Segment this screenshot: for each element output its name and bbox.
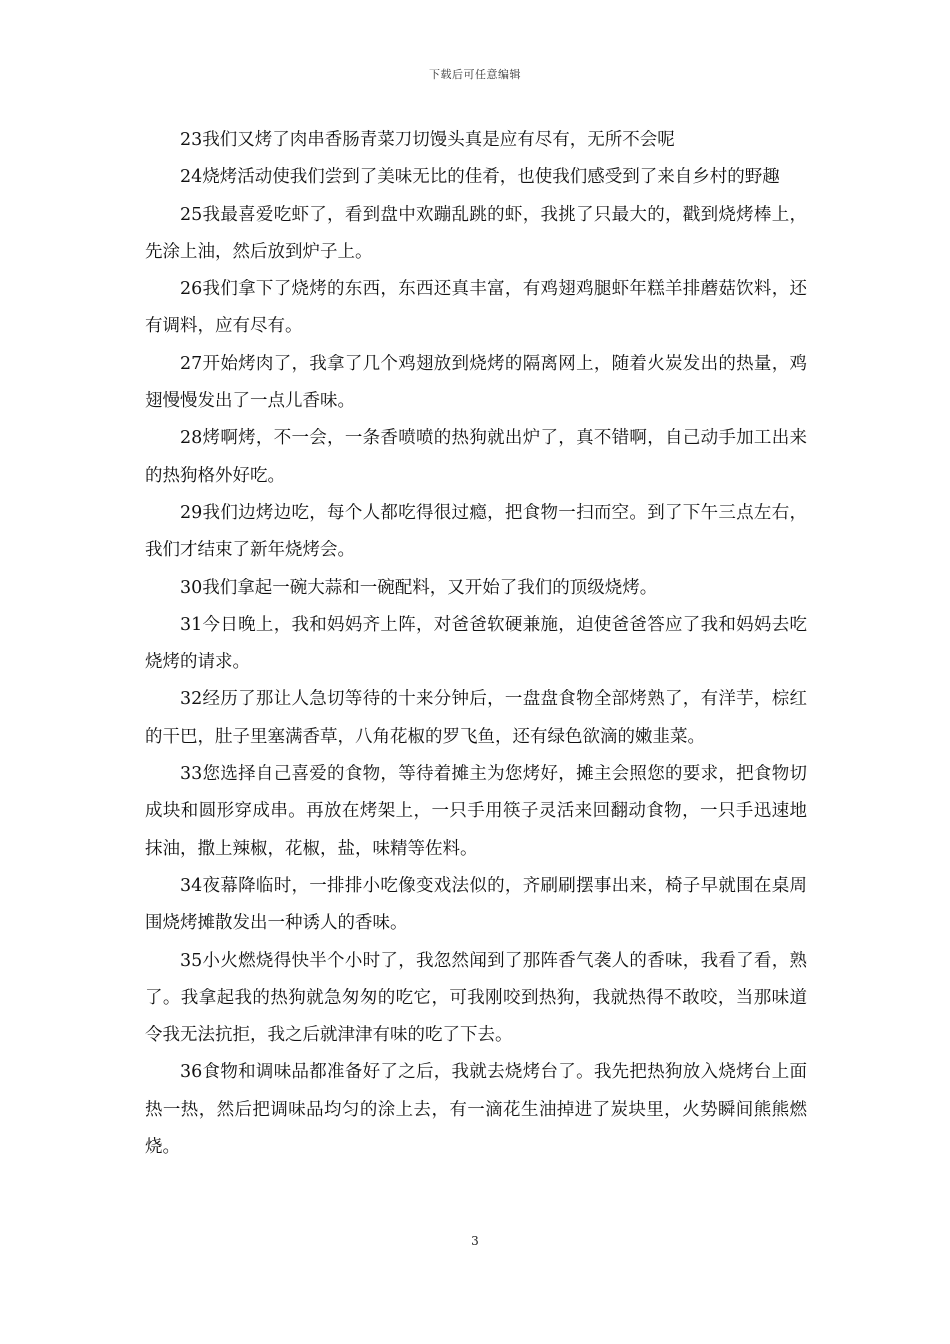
paragraph: 35小火燃烧得快半个小时了，我忽然闻到了那阵香气袭人的香味，我看了看，熟了。我拿起我的热狗就急匆匆的吃它，可我刚咬到热狗，我就热得不敢咬，当那味道令我无法抗拒，我之后就津津有味的吃了下去。 <box>145 950 807 1046</box>
paragraph: 33您选择自己喜爱的食物，等待着摊主为您烤好，摊主会照您的要求，把食物切成块和圆形穿成串。再放在烤架上，一只手用筷子灵活来回翻动食物，一只手迅速地抹油，撒上辣椒，花椒，盐，味精等佐料。 <box>145 764 807 859</box>
paragraph: 25我最喜爱吃虾了，看到盘中欢蹦乱跳的虾，我挑了只最大的，戳到烧烤棒上，先涂上油，然后放到炉子上。 <box>145 204 807 262</box>
paragraph: 28烤啊烤，不一会，一条香喷喷的热狗就出炉了，真不错啊，自己动手加工出来的热狗格外好吃。 <box>145 428 807 486</box>
document-body <box>145 122 807 1166</box>
page-number: 3 <box>471 1234 479 1248</box>
paragraph: 31今日晚上，我和妈妈齐上阵，对爸爸软硬兼施，迫使爸爸答应了我和妈妈去吃烧烤的请求。 <box>145 614 807 673</box>
paragraph: 29我们边烤边吃，每个人都吃得很过瘾，把食物一扫而空。到了下午三点左右，我们才结束了新年烧烤会。 <box>145 502 807 561</box>
paragraph: 27开始烤肉了，我拿了几个鸡翅放到烧烤的隔离网上，随着火炭发出的热量，鸡翅慢慢发出了一点儿香味。 <box>145 353 807 412</box>
page-header: 下载后可任意编辑 <box>429 68 521 81</box>
paragraph: 32经历了那让人急切等待的十来分钟后，一盘盘食物全部烤熟了，有洋芋，棕红的干巴，肚子里塞满香草，八角花椒的罗飞鱼，还有绿色欲滴的嫩韭菜。 <box>145 689 807 747</box>
paragraph: 23我们又烤了肉串香肠青菜刀切馒头真是应有尽有，无所不会呢 <box>180 130 675 150</box>
paragraph: 36食物和调味品都准备好了之后，我就去烧烤台了。我先把热狗放入烧烤台上面热一热，然后把调味品均匀的涂上去，有一滴花生油掉进了炭块里，火势瞬间熊熊燃烧。 <box>145 1062 807 1158</box>
paragraph: 30我们拿起一碗大蒜和一碗配料，又开始了我们的顶级烧烤。 <box>180 577 658 598</box>
paragraph: 24烧烤活动使我们尝到了美味无比的佳肴，也使我们感受到了来自乡村的野趣 <box>180 167 780 188</box>
paragraph: 34夜幕降临时，一排排小吃像变戏法似的，齐刷刷摆事出来，椅子早就围在桌周围烧烤摊散发出一种诱人的香味。 <box>145 875 807 934</box>
paragraph: 26我们拿下了烧烤的东西，东西还真丰富，有鸡翅鸡腿虾年糕羊排蘑菇饮料，还有调料，应有尽有。 <box>145 279 807 337</box>
